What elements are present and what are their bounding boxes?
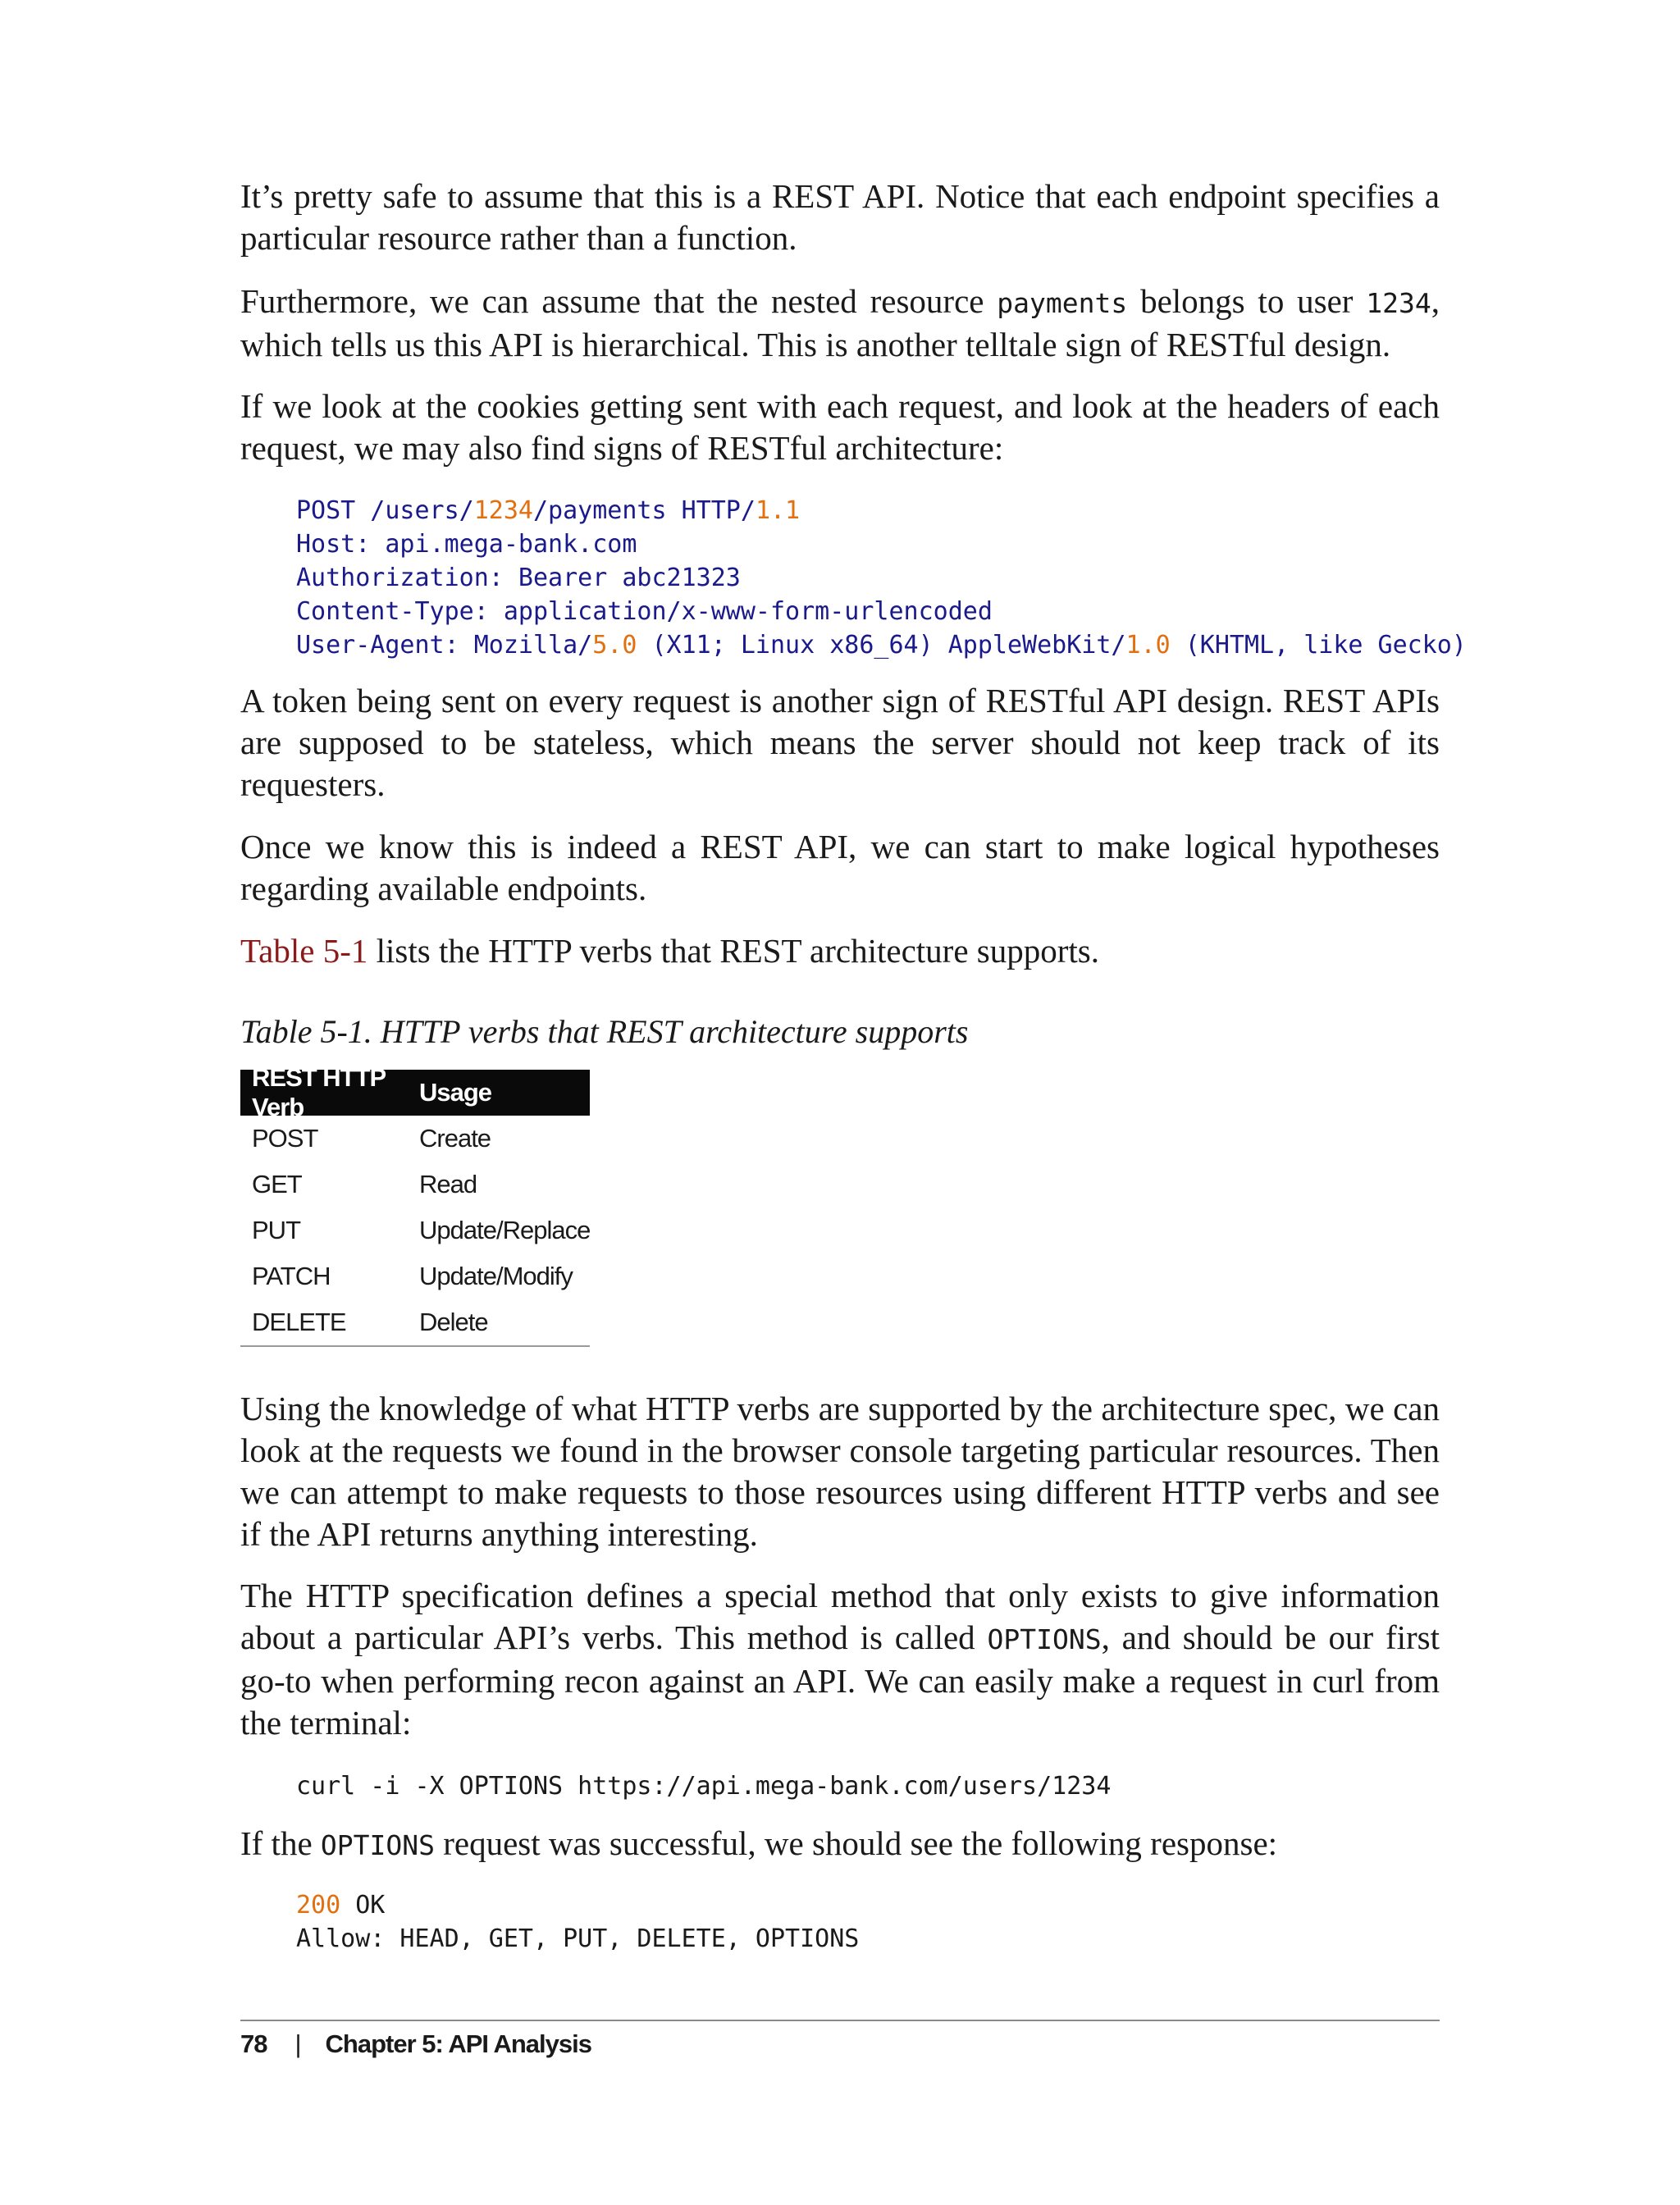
chapter-title: Chapter 5: API Analysis (325, 2029, 591, 2058)
table-cell-usage: Read (419, 1170, 477, 1198)
table-cell-usage: Update/Modify (419, 1262, 573, 1290)
paragraph-cookies-headers: If we look at the cookies getting sent with each request, and look at the headers of each request, we may also find signs of RESTful architecture: (240, 387, 1440, 467)
inline-code-options: OPTIONS (320, 1829, 435, 1861)
paragraph-hypotheses: Once we know this is indeed a REST API, we can start to make logical hypotheses regarding available endpoints. (240, 828, 1440, 907)
table-cell-verb: DELETE (252, 1308, 346, 1336)
table-cell-verb: PATCH (252, 1262, 331, 1290)
paragraph-table-reference (240, 930, 1440, 972)
inline-code-payments: payments (997, 287, 1128, 319)
table-row (240, 1253, 590, 1299)
code-block-options-response (296, 1888, 859, 1956)
page-number: 78 (240, 2029, 267, 2058)
table-header-verb: REST HTTP Verb (252, 1063, 386, 1121)
table-cell-usage: Update/Replace (419, 1216, 591, 1244)
inline-code-options: OPTIONS (987, 1623, 1102, 1655)
text-segment: If the (240, 1824, 321, 1862)
code-line: curl -i -X OPTIONS https://api.mega-bank.com/users/1234 (296, 1772, 1112, 1801)
table-cell-usage: Create (419, 1124, 491, 1153)
code-line: POST /users/1234/payments HTTP/1.1 (296, 496, 801, 525)
table-row (240, 1162, 590, 1208)
table-row (240, 1116, 590, 1162)
http-verbs-table (240, 1063, 591, 1347)
text-segment: Furthermore, we can assume that the nested resource (240, 282, 998, 320)
table-cell-usage: Delete (419, 1308, 488, 1336)
text-segment: lists the HTTP verbs that REST architecture supports. (368, 932, 1099, 970)
paragraph-token-stateless: A token being sent on every request is another sign of RESTful API design. REST APIs are supposed to be stateless, which means the server should not keep track of its requesters. (240, 682, 1440, 803)
table-row (240, 1208, 590, 1253)
paragraph-options-response (240, 1823, 1440, 1866)
text-segment: belongs to user (1127, 282, 1367, 320)
footer-divider (240, 2020, 1440, 2021)
table-cell-verb: PUT (252, 1216, 300, 1244)
table-cross-reference-link[interactable]: Table 5-1 (240, 932, 368, 970)
code-line: User-Agent: Mozilla/5.0 (X11; Linux x86_64) AppleWebKit/1.0 (KHTML, like Gecko) (296, 631, 1467, 660)
text-segment: request was successful, we should see the following response: (434, 1824, 1278, 1862)
page-footer (240, 2029, 591, 2059)
code-block-curl-command (296, 1769, 1111, 1803)
text-segment: The HTTP specification defines a special method that only exists to give information about a particular API’s verbs. This method is called (240, 1577, 1440, 1656)
footer-separator: | (294, 2029, 301, 2058)
code-line: Content-Type: application/x-www-form-urlencoded (296, 597, 993, 626)
paragraph-nested-resource (240, 281, 1440, 366)
paragraph-options-method (240, 1575, 1440, 1744)
inline-code-user-id: 1234 (1366, 287, 1431, 319)
table-caption: Table 5-1. HTTP verbs that REST architecture supports (240, 1013, 969, 1050)
code-line: Host: api.mega-bank.com (296, 530, 637, 559)
table-cell-verb: GET (252, 1170, 302, 1198)
code-line: Authorization: Bearer abc21323 (296, 564, 741, 592)
text-segment: , and should be our first go-to when performing recon against an API. We can easily make a request in curl from the terminal: (240, 1618, 1440, 1742)
table-header-usage: Usage (419, 1078, 492, 1107)
table-header-row (240, 1063, 590, 1121)
paragraph-rest-assumption: It’s pretty safe to assume that this is a REST API. Notice that each endpoint specifies a particular resource rather than a function. (240, 177, 1440, 257)
paragraph-http-verbs-knowledge: Using the knowledge of what HTTP verbs are supported by the architecture spec, we can look at the requests we found in the browser console targeting particular resources. Then we can attempt to make requests to those resources using different HTTP verbs and see if the API returns anything interesting. (240, 1390, 1440, 1553)
code-line: 200 OK (296, 1891, 386, 1920)
table-row (240, 1299, 590, 1345)
code-block-request-headers (296, 494, 1467, 662)
text-segment: , which tells us this API is hierarchical. This is another telltale sign of RESTful design. (240, 282, 1440, 363)
code-line: Allow: HEAD, GET, PUT, DELETE, OPTIONS (296, 1924, 860, 1953)
table-cell-verb: POST (252, 1124, 318, 1153)
